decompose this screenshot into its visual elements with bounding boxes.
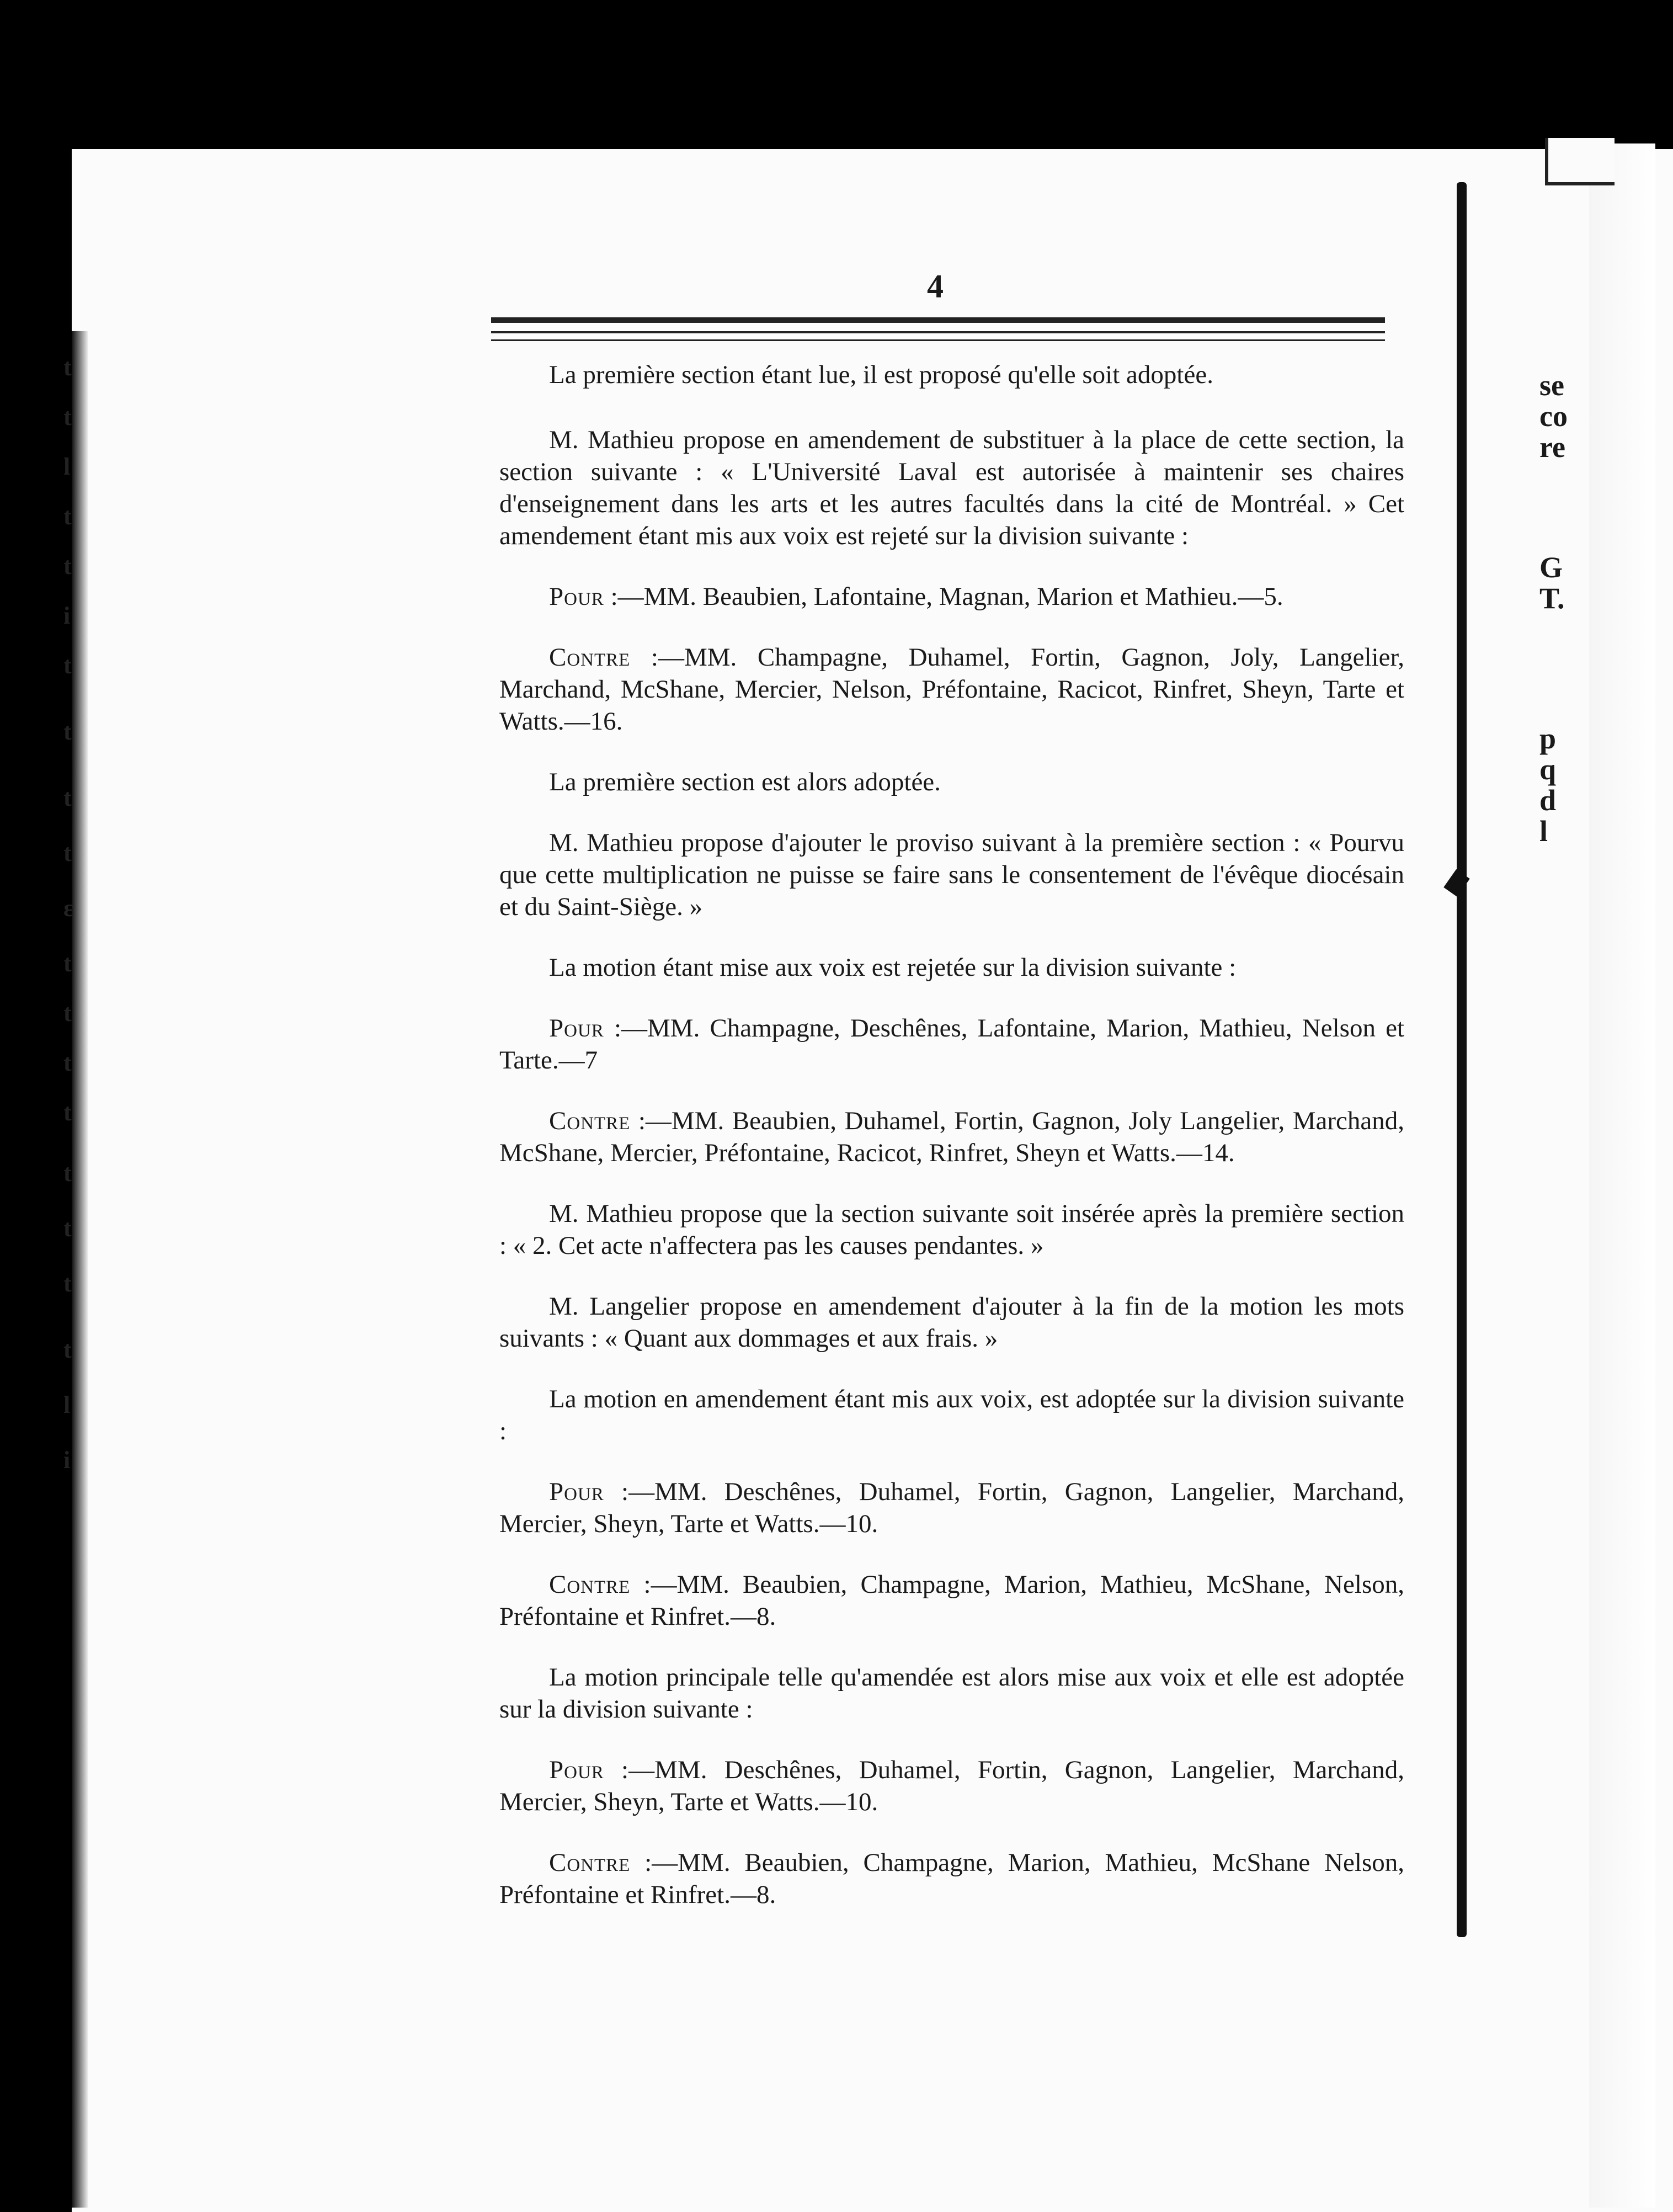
paragraph-text: :—MM. Champagne, Duhamel, Fortin, Gagnon, Joly, Langelier, Marchand, McShane, Mercier, Nelson, Préfontaine, Racicot, Rinfret, Sheyn, Tarte et Watts.—16. (499, 643, 1404, 736)
vote-label: Pour (549, 1014, 604, 1043)
margin-fragment: ε (63, 895, 74, 922)
paragraph (499, 1476, 1404, 1540)
paragraph-text: :—MM. Deschênes, Duhamel, Fortin, Gagnon, Langelier, Marchand, Mercier, Sheyn, Tarte et Watts.—10. (499, 1756, 1404, 1816)
margin-fragment: t (63, 1336, 72, 1363)
margin-fragment: t (63, 839, 72, 866)
paragraph (499, 766, 1404, 798)
paragraph (499, 1383, 1404, 1447)
margin-fragment: t (63, 403, 72, 430)
page-edge (1457, 182, 1467, 1937)
header-rule-thin (491, 331, 1385, 333)
paragraph-text: :—MM. Beaubien, Lafontaine, Magnan, Marion et Mathieu.—5. (604, 582, 1283, 611)
vote-label: Contre (549, 643, 631, 672)
paragraph (499, 827, 1404, 923)
margin-fragment: q (1539, 753, 1557, 786)
paragraph-text: :—MM. Beaubien, Duhamel, Fortin, Gagnon, Joly Langelier, Marchand, McShane, Mercier, Préfontaine, Racicot, Rinfret, Sheyn et Watts.—14. (499, 1107, 1404, 1167)
vote-label: Contre (549, 1570, 631, 1599)
margin-fragment: t (63, 354, 72, 381)
right-margin-fragments (1539, 370, 1622, 866)
paragraph-text: :—MM. Beaubien, Champagne, Marion, Mathieu, McShane, Nelson, Préfontaine et Rinfret.—8. (499, 1570, 1404, 1631)
margin-fragment: i (63, 1447, 71, 1474)
paragraph-text: M. Mathieu propose que la section suivante soit insérée après la première section : « 2. Cet acte n'affectera pas les causes pendantes. » (499, 1199, 1404, 1260)
paragraph-text: :—MM. Champagne, Deschênes, Lafontaine, Marion, Mathieu, Nelson et Tarte.—7 (499, 1014, 1404, 1075)
paragraph (499, 1198, 1404, 1262)
margin-fragment: t (63, 718, 72, 745)
margin-fragment: co (1539, 400, 1568, 433)
paragraph (499, 641, 1404, 737)
margin-fragment: G (1539, 551, 1563, 584)
paragraph-text: :—MM. Deschênes, Duhamel, Fortin, Gagnon, Langelier, Marchand, Mercier, Sheyn, Tarte et Watts.—10. (499, 1477, 1404, 1538)
paragraph-text: La motion étant mise aux voix est rejetée sur la division suivante : (549, 953, 1237, 982)
margin-fragment: t (63, 1160, 72, 1187)
page-number: 4 (927, 268, 944, 305)
paragraph (499, 1105, 1404, 1169)
left-margin-fragments (63, 309, 102, 1854)
page-corner (1545, 138, 1615, 185)
margin-fragment: t (63, 652, 72, 679)
paragraph (499, 951, 1404, 983)
vote-label: Pour (549, 582, 604, 611)
paragraph-text: M. Mathieu propose en amendement de substituer à la place de cette section, la section suivante : « L'Université Laval est autorisée à maintenir ses chaires d'enseignement dans les arts et les autres facultés dans la cité de Montréal. » Cet amendement étant mis aux voix est rejeté sur la division suivante : (499, 426, 1404, 550)
margin-fragment: l (1539, 815, 1548, 848)
margin-fragment: t (63, 1270, 72, 1297)
scan-border-left (0, 0, 72, 2212)
margin-fragment: re (1539, 430, 1565, 464)
vote-label: Pour (549, 1756, 604, 1784)
margin-fragment: t (63, 1099, 72, 1126)
paragraph (499, 359, 1404, 391)
paragraph (499, 1568, 1404, 1633)
paragraph (499, 1290, 1404, 1354)
paragraph (499, 1012, 1404, 1076)
paragraph (499, 581, 1404, 613)
margin-fragment: t (63, 999, 72, 1027)
paragraph (499, 424, 1404, 552)
margin-fragment: i (63, 602, 71, 629)
vote-label: Contre (549, 1848, 631, 1877)
margin-fragment: t (63, 1049, 72, 1076)
paragraph (499, 1661, 1404, 1725)
vote-label: Contre (549, 1107, 631, 1135)
vote-label: Pour (549, 1477, 604, 1506)
header-rule (491, 317, 1385, 323)
margin-fragment: t (63, 950, 72, 977)
paragraph-text: La motion en amendement étant mis aux voix, est adoptée sur la division suivante : (499, 1385, 1404, 1445)
margin-fragment: l (63, 453, 71, 480)
margin-fragment: se (1539, 369, 1564, 402)
paragraph-text: M. Langelier propose en amendement d'ajouter à la fin de la motion les mots suivants : « Quant aux dommages et aux frais. » (499, 1292, 1404, 1353)
margin-fragment: l (63, 1391, 71, 1418)
paragraph-text: La première section est alors adoptée. (549, 768, 941, 796)
margin-fragment: t (63, 503, 72, 530)
margin-fragment: T. (1539, 582, 1565, 615)
margin-fragment: d (1539, 784, 1557, 817)
margin-fragment: t (63, 784, 72, 811)
margin-fragment: t (63, 552, 72, 579)
body-text (499, 359, 1404, 1939)
paragraph-text: La première section étant lue, il est proposé qu'elle soit adoptée. (549, 360, 1213, 389)
paragraph-text: :—MM. Beaubien, Champagne, Marion, Mathieu, McShane Nelson, Préfontaine et Rinfret.—8. (499, 1848, 1404, 1909)
margin-fragment: p (1539, 722, 1557, 755)
paragraph-text: La motion principale telle qu'amendée est alors mise aux voix et elle est adoptée sur la division suivante : (499, 1663, 1404, 1724)
paragraph (499, 1847, 1404, 1911)
margin-fragment: t (63, 1215, 72, 1242)
paragraph-text: M. Mathieu propose d'ajouter le proviso suivant à la première section : « Pourvu que cette multiplication ne puisse se faire sans le consentement de l'évêque diocésain et du Saint-Siège. » (499, 828, 1404, 921)
header-rule-thin-2 (491, 339, 1385, 341)
paragraph (499, 1754, 1404, 1818)
